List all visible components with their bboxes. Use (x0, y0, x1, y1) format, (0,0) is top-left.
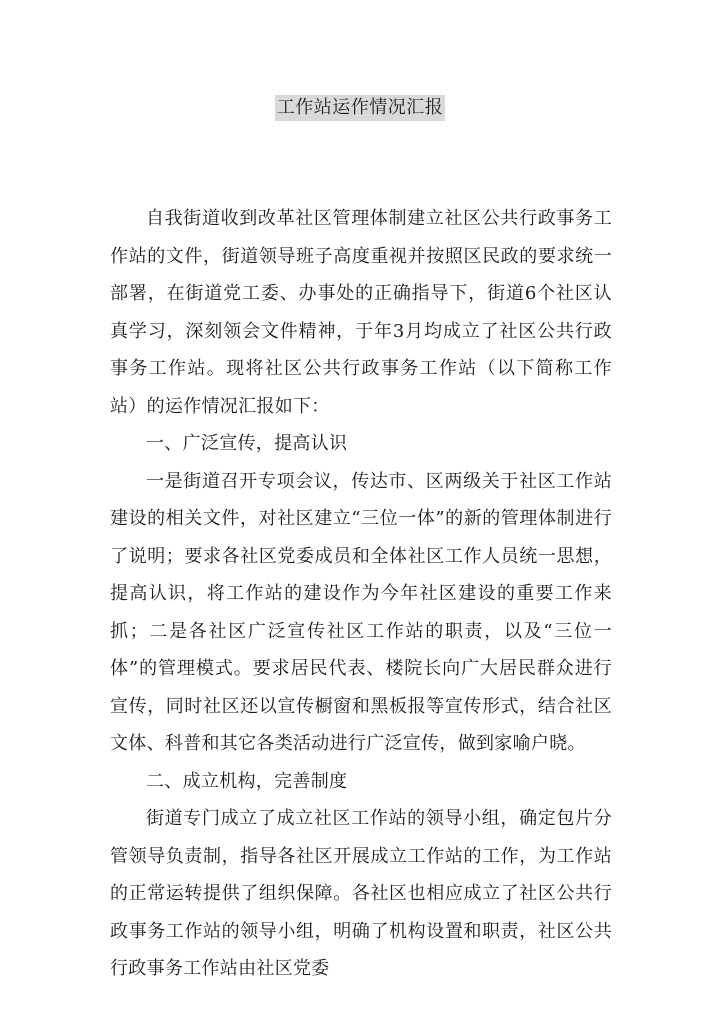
title-container (0, 95, 720, 121)
intro-paragraph: 自我街道收到改革社区管理体制建立社区公共行政事务工作站的文件，街道领导班子高度重视并按照区民政的要求统一部署，在街道党工委、办事处的正确指导下，街道6个社区认真学习，深刻领会文件精神，于年3月均成立了社区公共行政事务工作站。现将社区公共行政事务工作站（以下简称工作站）的运作情况汇报如下： (110, 208, 612, 417)
section-heading-1: 一、广泛宣传，提高认识 (146, 433, 348, 454)
document-title: 工作站运作情况汇报 (275, 95, 446, 121)
section-heading-2: 二、成立机构，完善制度 (146, 770, 348, 792)
section-1-paragraph: 一是街道召开专项会议，传达市、区两级关于社区工作站建设的相关文件，对社区建立“三位一体”的新的管理体制进行了说明；要求各社区党委成员和全体社区工作人员统一思想，提高认识，将工作站的建设作为今年社区建设的重要工作来抓；二是各社区广泛宣传社区工作站的职责，以及“三位一体”的管理模式。要求居民代表、楼院长向广大居民群众进行宣传，同时社区还以宣传橱窗和黑板报等宣传形式，结合社区文体、科普和其它各类活动进行广泛宣传，做到家喻户晓。 (110, 470, 612, 754)
document-body (110, 200, 612, 988)
section-2-paragraph: 街道专门成立了成立社区工作站的领导小组，确定包片分管领导负责制，指导各社区开展成立工作站的工作，为工作站的正常运转提供了组织保障。各社区也相应成立了社区公共行政事务工作站的领导小组，明确了机构设置和职责，社区公共行政事务工作站由社区党委 (110, 808, 612, 979)
